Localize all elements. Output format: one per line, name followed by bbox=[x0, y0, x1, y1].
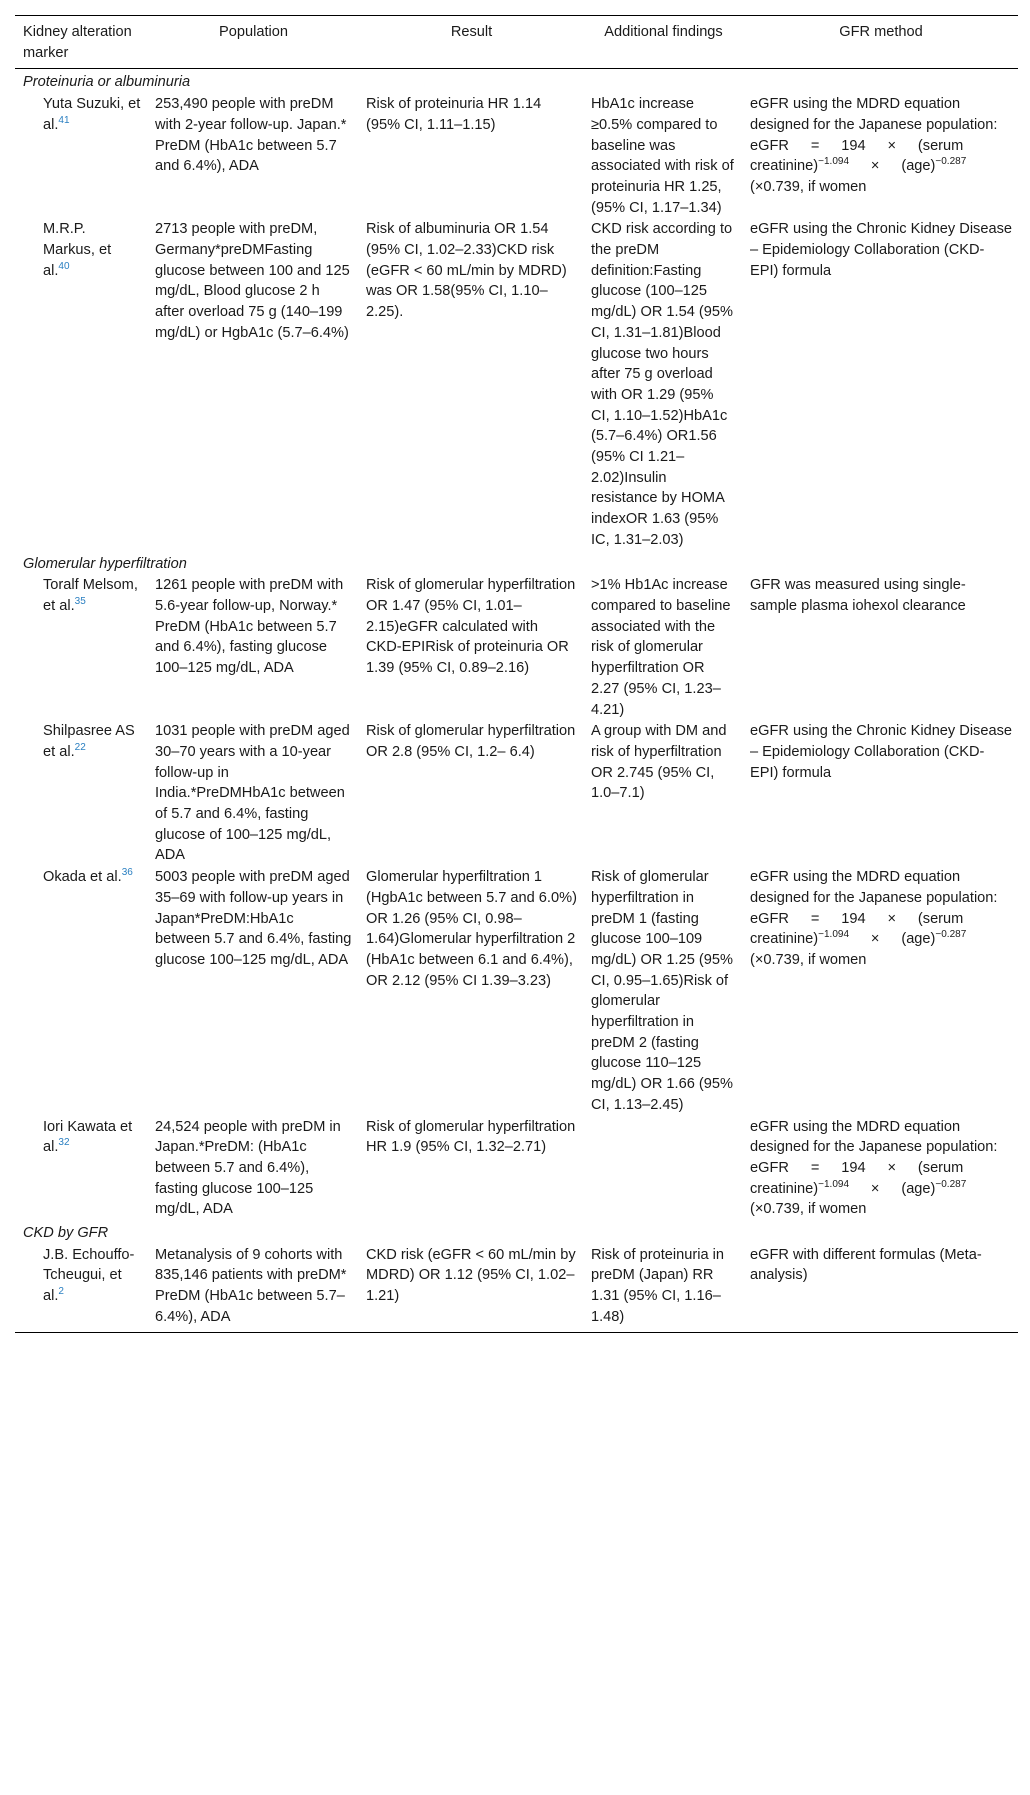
kidney-marker-table bbox=[15, 15, 1018, 1333]
formula-serum: (serum creatinine) bbox=[750, 910, 964, 948]
formula-exponent: −1.094 bbox=[818, 1178, 850, 1190]
formula-times: × bbox=[870, 158, 880, 175]
table-header-row bbox=[15, 16, 1018, 69]
gfr-method-cell bbox=[742, 720, 1018, 866]
result-cell: Risk of proteinuria HR 1.14 (95% CI, 1.11–1.15) bbox=[366, 96, 542, 133]
reference-number: 32 bbox=[58, 1137, 70, 1149]
formula-equals: = bbox=[810, 137, 820, 154]
formula-age: (age) bbox=[901, 1180, 936, 1197]
additional-findings-cell: A group with DM and risk of hyperfiltration OR 2.745 (95% CI, 1.0–7.1) bbox=[591, 723, 727, 802]
formula-equals: = bbox=[810, 1159, 820, 1176]
formula-constant: 194 bbox=[841, 1159, 866, 1176]
additional-findings-cell: Risk of glomerular hyperfiltration in preDM 1 (fasting glucose 100–109 mg/dL) OR 1.25 (95% CI, 0.95–1.65)Risk of glomerular hyperfiltration in preDM 2 (fasting glucose 110–125 mg/dL) OR 1.66 (95% CI, 1.13–2.45) bbox=[591, 869, 733, 1113]
additional-findings-cell: Risk of proteinuria in preDM (Japan) RR 1.31 (95% CI, 1.16–1.48) bbox=[591, 1246, 725, 1325]
author-name: Shilpasree AS et al. bbox=[43, 723, 135, 760]
author-name: Iori Kawata et al. bbox=[43, 1118, 133, 1156]
egfr-formula bbox=[750, 909, 1012, 971]
result-cell: Risk of albuminuria OR 1.54 (95% CI, 1.02–2.33)CKD risk (eGFR < 60 mL/min by MDRD) was OR 1.58(95% CI, 1.10–2.25). bbox=[366, 221, 567, 321]
table-row bbox=[15, 720, 1018, 866]
formula-times: × bbox=[887, 910, 897, 927]
author-name: Yuta Suzuki, et al. bbox=[43, 96, 141, 133]
gfr-method-cell bbox=[742, 1244, 1018, 1332]
header-population: Population bbox=[219, 24, 288, 40]
gfr-method-cell bbox=[742, 218, 1018, 550]
formula-equals: = bbox=[810, 910, 820, 927]
table-row bbox=[15, 1244, 1018, 1332]
gfr-method-cell bbox=[742, 1116, 1018, 1221]
formula-women: (×0.739, if women bbox=[750, 1201, 867, 1218]
formula-women: (×0.739, if women bbox=[750, 178, 867, 195]
section-row bbox=[15, 551, 1018, 575]
formula-serum: (serum creatinine) bbox=[750, 137, 964, 175]
author-cell bbox=[15, 93, 147, 218]
section-row bbox=[15, 69, 1018, 93]
formula-times: × bbox=[870, 1180, 880, 1197]
author-cell bbox=[15, 1116, 147, 1221]
additional-findings-cell: HbA1c increase ≥0.5% compared to baseline was associated with risk of proteinuria HR 1.25, (95% CI, 1.17–1.34) bbox=[591, 96, 734, 216]
additional-findings-cell bbox=[583, 1116, 742, 1221]
author-name: Toralf Melsom, et al. bbox=[43, 577, 138, 614]
formula-lhs: eGFR bbox=[750, 910, 789, 927]
population-cell: 2713 people with preDM, Germany*preDMFasting glucose between 100 and 125 mg/dL, Blood glucose 2 h after overload 75 g (140–199 mg/dL) or HgbA1c (5.7–6.4%) bbox=[155, 221, 350, 341]
section-row bbox=[15, 1220, 1018, 1244]
formula-times: × bbox=[887, 1159, 897, 1176]
population-cell: 5003 people with preDM aged 35–69 with follow-up years in Japan*PreDM:HbA1c between 5.7 and 6.4%, fasting glucose 100–125 mg/dL, ADA bbox=[155, 869, 352, 968]
formula-lhs: eGFR bbox=[750, 137, 789, 154]
header-additional: Additional findings bbox=[604, 24, 723, 40]
table-row bbox=[15, 1116, 1018, 1221]
author-name: J.B. Echouffo-Tcheugui, et al. bbox=[43, 1246, 135, 1305]
formula-women: (×0.739, if women bbox=[750, 951, 867, 968]
author-cell bbox=[15, 1244, 147, 1332]
reference-number: 2 bbox=[58, 1286, 64, 1298]
result-cell: Risk of glomerular hyperfiltration OR 1.47 (95% CI, 1.01–2.15)eGFR calculated with CKD-EPIRisk of proteinuria OR 1.39 (95% CI, 0.89–2.16) bbox=[366, 577, 576, 677]
table-row bbox=[15, 574, 1018, 720]
result-cell: CKD risk (eGFR < 60 mL/min by MDRD) OR 1.12 (95% CI, 1.02–1.21) bbox=[366, 1246, 576, 1305]
gfr-method-cell bbox=[742, 574, 1018, 720]
additional-findings-cell: CKD risk according to the preDM definition:Fasting glucose (100–125 mg/dL) OR 1.54 (95% CI, 1.31–1.81)Blood glucose two hours after 75 g overload with OR 1.29 (95% CI, 1.10–1.52)HbA1c (5.7–6.4%) OR1.56 (95% CI 1.21–2.02)Insulin resistance by HOMA indexOR 1.63 (95% IC, 1.31–2.03) bbox=[591, 221, 733, 548]
additional-findings-cell: >1% Hb1Ac increase compared to baseline associated with the risk of glomerular hyperfiltration OR 2.27 (95% CI, 1.23–4.21) bbox=[591, 577, 731, 718]
egfr-formula bbox=[750, 1158, 1012, 1220]
author-cell bbox=[15, 218, 147, 550]
gfr-method-text: GFR was measured using single-sample plasma iohexol clearance bbox=[750, 577, 966, 614]
formula-times: × bbox=[870, 931, 880, 948]
gfr-method-text: eGFR using the Chronic Kidney Disease – Epidemiology Collaboration (CKD-EPI) formula bbox=[750, 221, 1013, 279]
formula-constant: 194 bbox=[841, 137, 866, 154]
gfr-method-text: eGFR using the MDRD equation designed for the Japanese population: bbox=[750, 869, 998, 906]
gfr-method-text: eGFR using the MDRD equation designed for the Japanese population: bbox=[750, 96, 998, 133]
section-title: Proteinuria or albuminuria bbox=[23, 74, 191, 91]
result-cell: Glomerular hyperfiltration 1 (HgbA1c between 5.7 and 6.0%) OR 1.26 (95% CI, 0.98–1.64)Glomerular hyperfiltration 2 (HbA1c between 6.1 and 6.4%), OR 2.12 (95% CI 1.39–3.23) bbox=[366, 869, 577, 989]
header-result: Result bbox=[450, 24, 493, 40]
result-cell: Risk of glomerular hyperfiltration OR 2.8 (95% CI, 1.2– 6.4) bbox=[366, 723, 576, 760]
author-name: M.R.P. Markus, et al. bbox=[43, 221, 112, 279]
population-cell: Metanalysis of 9 cohorts with 835,146 patients with preDM* PreDM (HbA1c between 5.7–6.4%), ADA bbox=[155, 1246, 347, 1325]
table-row bbox=[15, 866, 1018, 1115]
table-body bbox=[15, 69, 1018, 1332]
formula-times: × bbox=[887, 137, 897, 154]
gfr-method-text: eGFR using the MDRD equation designed for the Japanese population: bbox=[750, 1118, 998, 1156]
reference-number: 35 bbox=[74, 596, 86, 608]
gfr-method-cell bbox=[742, 866, 1018, 1115]
section-title: Glomerular hyperfiltration bbox=[23, 555, 187, 572]
population-cell: 1261 people with preDM with 5.6-year follow-up, Norway.* PreDM (HbA1c between 5.7 and 6.4%), fasting glucose 100–125 mg/dL, ADA bbox=[155, 577, 344, 677]
population-cell: 24,524 people with preDM in Japan.*PreDM: (HbA1c between 5.7 and 6.4%), fasting glucose 100–125 mg/dL, ADA bbox=[155, 1118, 341, 1218]
formula-exponent: −1.094 bbox=[818, 929, 850, 941]
author-name: Okada et al. bbox=[43, 869, 122, 886]
egfr-formula bbox=[750, 136, 1012, 198]
author-cell bbox=[15, 866, 147, 1115]
author-cell bbox=[15, 720, 147, 866]
population-cell: 1031 people with preDM aged 30–70 years with a 10-year follow-up in India.*PreDMHbA1c between of 5.7 and 6.4%, fasting glucose of 100–125 mg/dL, ADA bbox=[155, 723, 350, 864]
formula-exponent: −0.287 bbox=[935, 156, 967, 168]
result-cell: Risk of glomerular hyperfiltration HR 1.9 (95% CI, 1.32–2.71) bbox=[366, 1118, 576, 1156]
header-marker: Kidney alteration marker bbox=[23, 24, 132, 61]
formula-exponent: −0.287 bbox=[935, 929, 967, 941]
formula-age: (age) bbox=[901, 931, 936, 948]
formula-exponent: −1.094 bbox=[818, 156, 850, 168]
reference-number: 36 bbox=[121, 867, 133, 879]
author-cell bbox=[15, 574, 147, 720]
section-title: CKD by GFR bbox=[23, 1225, 109, 1242]
formula-constant: 194 bbox=[841, 910, 866, 927]
table-row bbox=[15, 93, 1018, 218]
formula-exponent: −0.287 bbox=[935, 1178, 967, 1190]
reference-number: 40 bbox=[58, 260, 70, 272]
table-row bbox=[15, 218, 1018, 550]
header-gfr-method: GFR method bbox=[839, 24, 923, 40]
formula-lhs: eGFR bbox=[750, 1159, 789, 1176]
reference-number: 41 bbox=[58, 114, 70, 126]
formula-serum: (serum creatinine) bbox=[750, 1159, 964, 1197]
gfr-method-text: eGFR using the Chronic Kidney Disease – Epidemiology Collaboration (CKD-EPI) formula bbox=[750, 723, 1013, 781]
gfr-method-text: eGFR with different formulas (Meta-analysis) bbox=[750, 1246, 982, 1284]
gfr-method-cell bbox=[742, 93, 1018, 218]
population-cell: 253,490 people with preDM with 2-year follow-up. Japan.* PreDM (HbA1c between 5.7 and 6.4%), ADA bbox=[155, 96, 347, 175]
reference-number: 22 bbox=[74, 742, 86, 754]
formula-age: (age) bbox=[901, 158, 936, 175]
